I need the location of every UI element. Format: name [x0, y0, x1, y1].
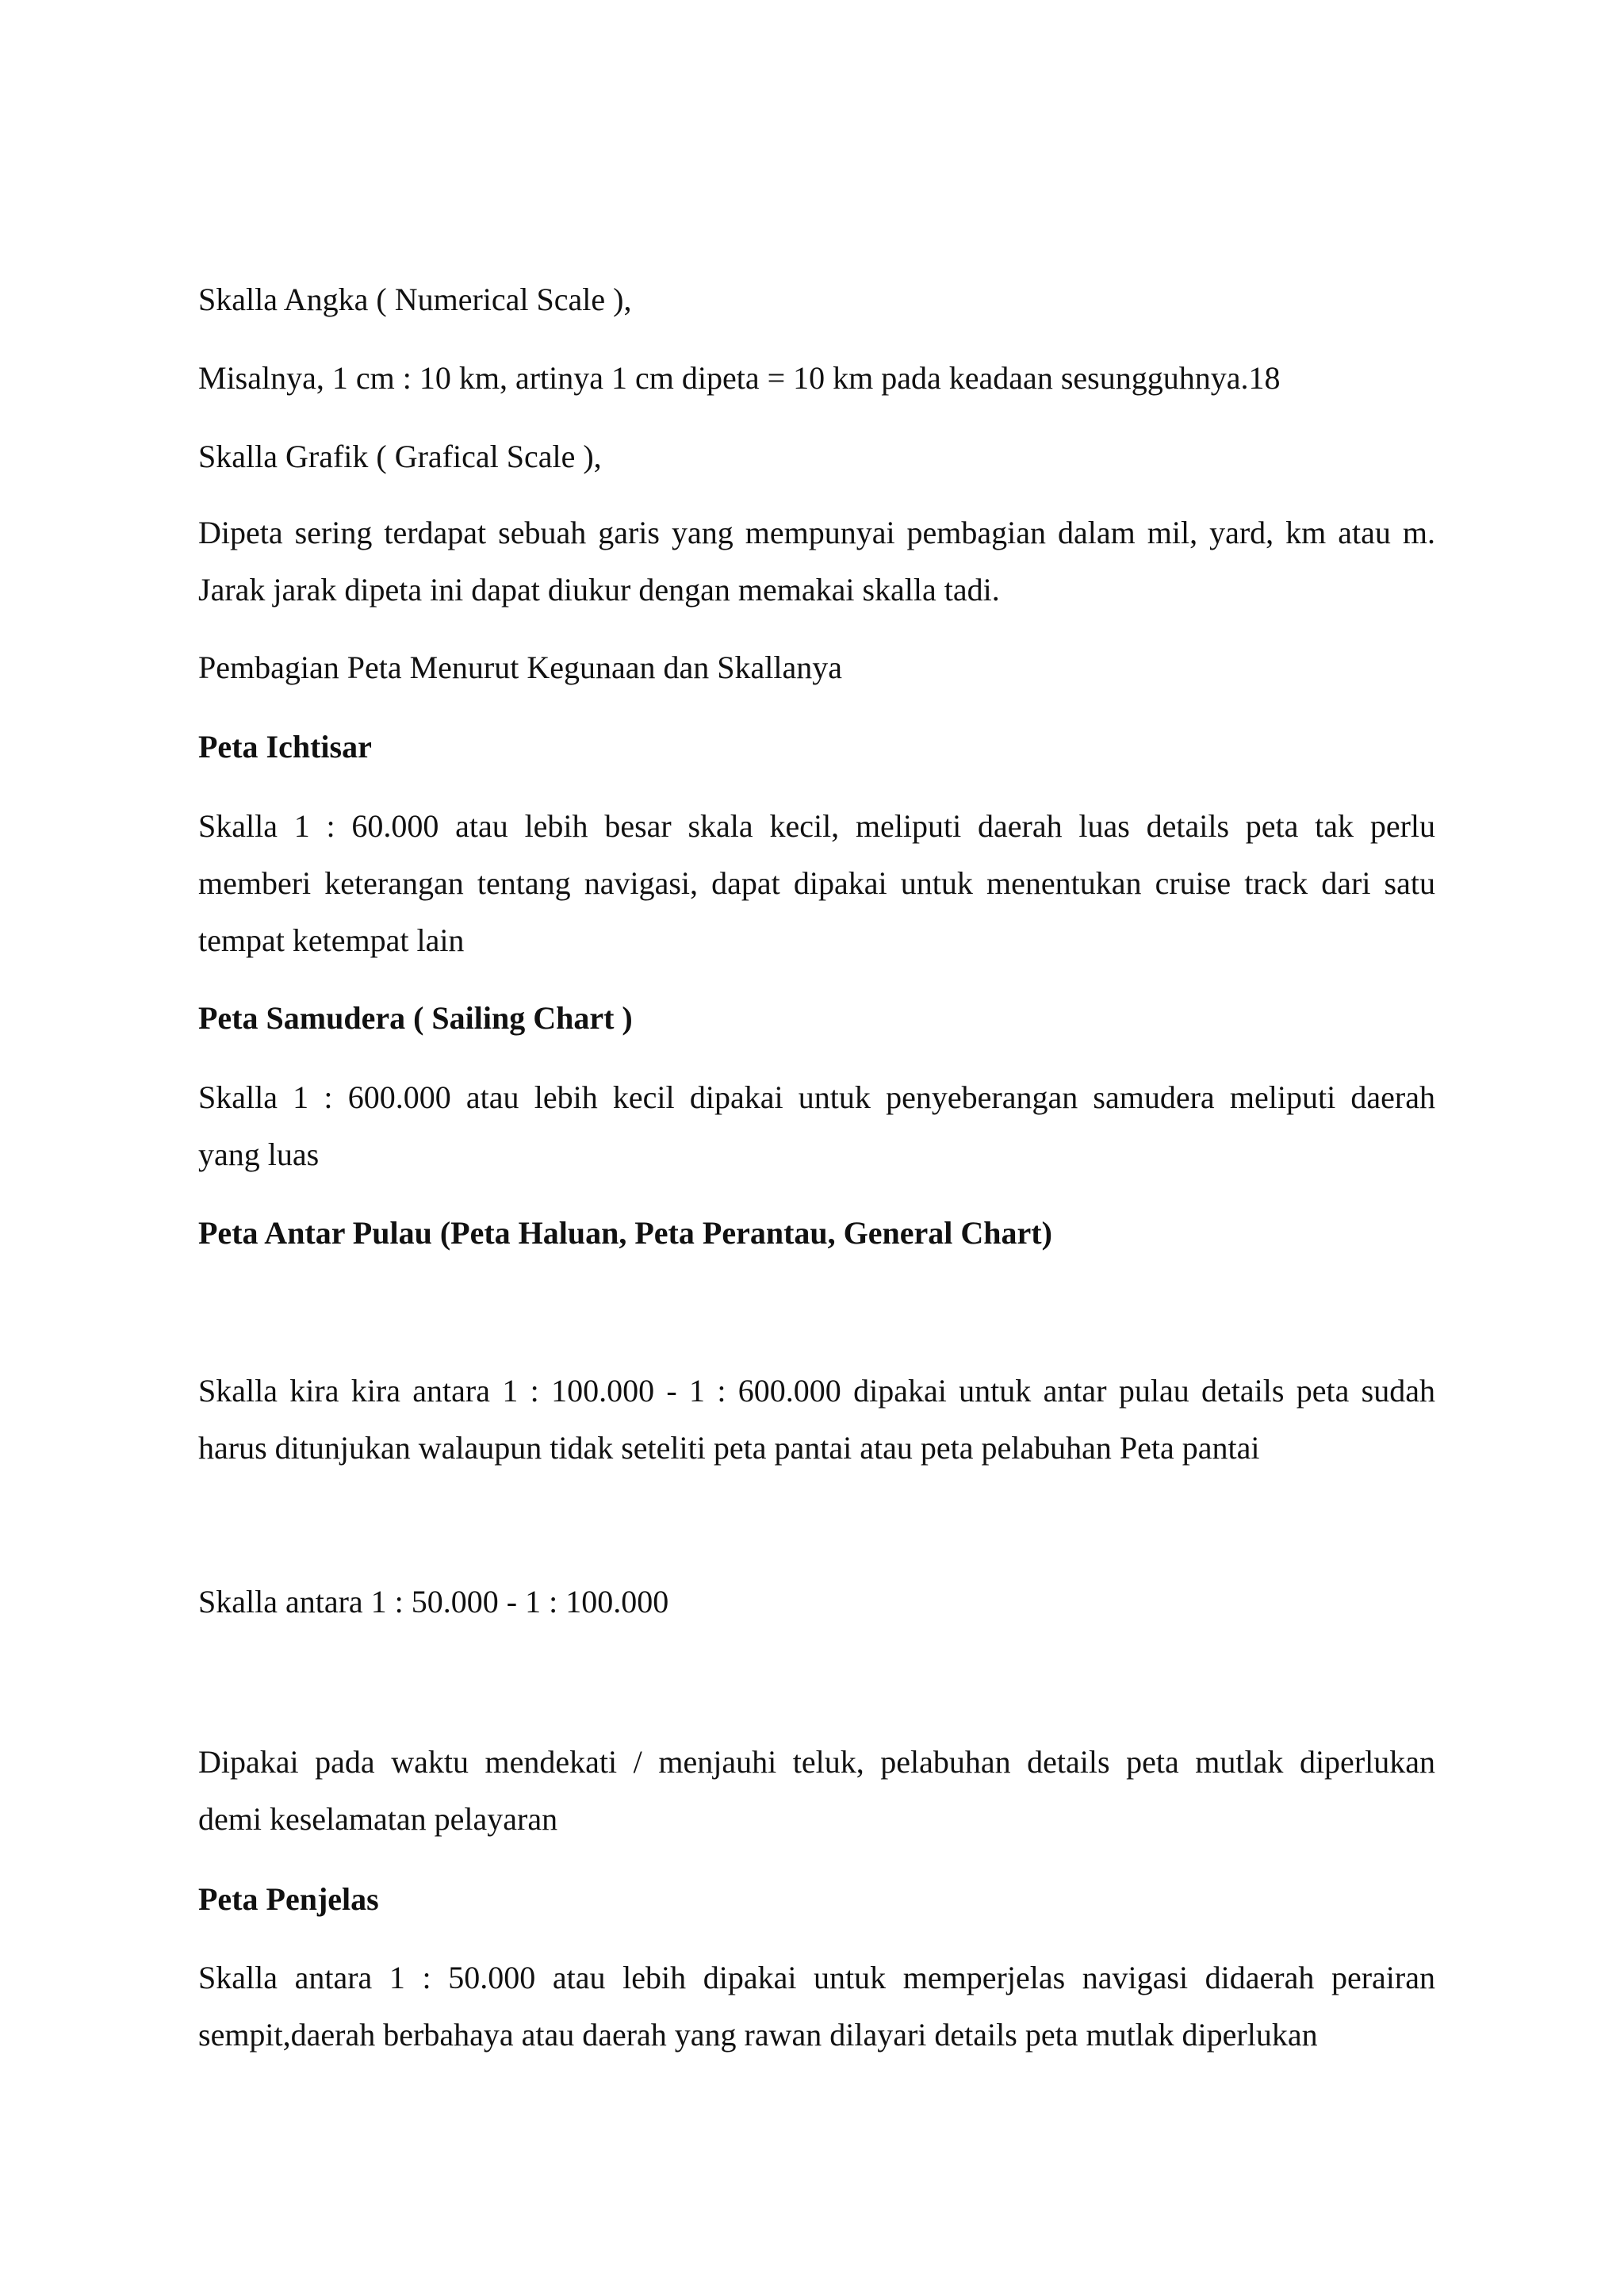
text-line: Peta Antar Pulau (Peta Haluan, Peta Perantau, General Chart): [198, 1215, 1052, 1251]
text-line: Skalla Angka ( Numerical Scale ),: [198, 282, 632, 317]
text-line: Peta Ichtisar: [198, 729, 372, 765]
section-heading-peta-antar-pulau: [198, 1205, 1435, 1262]
text-line: Misalnya, 1 cm : 10 km, artinya 1 cm dipeta = 10 km pada keadaan sesungguhnya.18: [198, 360, 1281, 396]
peta-pantai-description: [198, 1734, 1435, 1848]
section-heading-peta-ichtisar: [198, 719, 1435, 776]
text-line: sempit,daerah berbahaya atau daerah yang rawan dilayari details peta mutlak diperlukan: [198, 2017, 1318, 2053]
peta-penjelas-description: [198, 1949, 1435, 2064]
text-line: Peta Samudera ( Sailing Chart ): [198, 1000, 633, 1036]
section-heading-peta-penjelas: [198, 1871, 1435, 1928]
grafical-scale-description: [198, 504, 1435, 619]
text-line: memberi keterangan tentang navigasi, dapat dipakai untuk menentukan cruise track dari satu: [198, 865, 1435, 901]
text-line: harus ditunjukan walaupun tidak seteliti peta pantai atau peta pelabuhan Peta pantai: [198, 1430, 1260, 1466]
text-line: tempat ketempat lain: [198, 922, 465, 958]
map-classification-intro: [198, 639, 1435, 696]
text-line: Skalla Grafik ( Grafical Scale ),: [198, 439, 602, 474]
text-line: Skalla antara 1 : 50.000 atau lebih dipakai untuk memperjelas navigasi didaerah perairan: [198, 1960, 1435, 1995]
text-line: Peta Penjelas: [198, 1881, 379, 1917]
text-line: demi keselamatan pelayaran: [198, 1801, 558, 1837]
numerical-scale-example: [198, 350, 1435, 407]
text-line: Jarak jarak dipeta ini dapat diukur dengan memakai skalla tadi.: [198, 572, 1000, 608]
numerical-scale-heading: [198, 271, 1435, 328]
text-line: yang luas: [198, 1137, 320, 1172]
peta-samudera-description: [198, 1069, 1435, 1183]
text-line: Dipakai pada waktu mendekati / menjauhi teluk, pelabuhan details peta mutlak diperlukan: [198, 1744, 1435, 1780]
peta-pantai-scale: [198, 1573, 1435, 1631]
grafical-scale-heading: [198, 428, 1435, 485]
text-line: Skalla antara 1 : 50.000 - 1 : 100.000: [198, 1584, 669, 1619]
text-line: Skalla kira kira antara 1 : 100.000 - 1 : 600.000 dipakai untuk antar pulau details peta sudah: [198, 1373, 1435, 1409]
section-heading-peta-samudera: [198, 990, 1435, 1047]
peta-antar-pulau-description: [198, 1363, 1435, 1477]
text-line: Skalla 1 : 60.000 atau lebih besar skala kecil, meliputi daerah luas details peta tak perlu: [198, 808, 1435, 844]
text-line: Dipeta sering terdapat sebuah garis yang mempunyai pembagian dalam mil, yard, km atau m.: [198, 515, 1435, 550]
peta-ichtisar-description: [198, 798, 1435, 969]
text-line: Pembagian Peta Menurut Kegunaan dan Skallanya: [198, 650, 842, 685]
text-line: Skalla 1 : 600.000 atau lebih kecil dipakai untuk penyeberangan samudera meliputi daerah: [198, 1079, 1435, 1115]
